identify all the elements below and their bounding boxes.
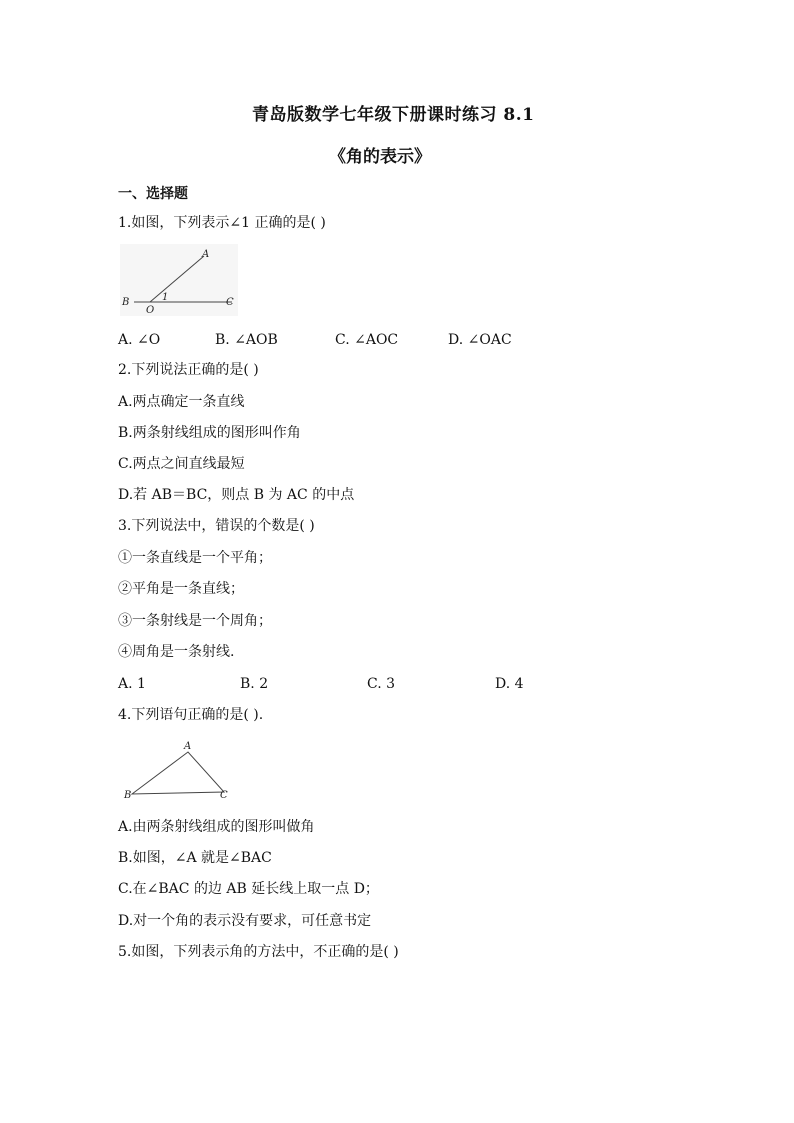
question-2-option-c: C.两点之间直线最短 xyxy=(118,456,245,472)
ray-oa xyxy=(150,256,204,302)
question-3-statement-3: ③一条射线是一个周角； xyxy=(118,613,272,629)
label-b: B xyxy=(124,790,132,801)
question-4-option-a: A.由两条射线组成的图形叫做角 xyxy=(118,819,315,835)
question-5-stem: 5.如图，下列表示角的方法中，不正确的是( ) xyxy=(118,944,399,960)
question-4-option-c: C.在∠BAC 的边 AB 延长线上取一点 D； xyxy=(118,881,379,897)
question-4-stem: 4.下列语句正确的是( ). xyxy=(118,707,264,723)
page-title: 青岛版数学七年级下册课时练习 8.1 xyxy=(252,105,535,125)
question-3-statement-2: ②平角是一条直线； xyxy=(118,581,244,597)
label-c: C xyxy=(226,297,234,308)
question-4-option-d: D.对一个角的表示没有要求，可任意书定 xyxy=(118,913,372,929)
question-3-option-c: C. 3 xyxy=(367,676,396,692)
label-b: B xyxy=(122,297,130,308)
page-subtitle: 《角的表示》 xyxy=(329,147,431,167)
question-1-option-d: D. ∠OAC xyxy=(448,332,512,348)
question-4-option-b: B.如图，∠A 就是∠BAC xyxy=(118,850,272,866)
question-2-option-a: A.两点确定一条直线 xyxy=(118,394,245,410)
label-a: A xyxy=(202,249,210,260)
question-2-option-b: B.两条射线组成的图形叫作角 xyxy=(118,425,301,441)
question-3-statement-4: ④周角是一条射线. xyxy=(118,644,235,660)
label-a: A xyxy=(184,741,192,752)
question-3-statement-1: ①一条直线是一个平角； xyxy=(118,550,272,566)
triangle-abc xyxy=(132,752,224,794)
question-1-option-b: B. ∠AOB xyxy=(215,332,278,348)
question-3-stem: 3.下列说法中，错误的个数是( ) xyxy=(118,518,315,534)
question-2-stem: 2.下列说法正确的是( ) xyxy=(118,362,259,378)
question-1-stem: 1.如图，下列表示∠1 正确的是( ) xyxy=(118,215,326,231)
label-c: C xyxy=(220,790,228,801)
question-1-option-c: C. ∠AOC xyxy=(335,332,399,348)
question-4-figure xyxy=(120,736,238,804)
question-2-option-d: D.若 AB＝BC，则点 B 为 AC 的中点 xyxy=(118,487,355,503)
question-1-option-a: A. ∠O xyxy=(118,332,161,348)
question-3-option-b: B. 2 xyxy=(240,676,269,692)
question-3-option-d: D. 4 xyxy=(495,676,524,692)
section-heading: 一、选择题 xyxy=(118,186,188,202)
question-3-option-a: A. 1 xyxy=(118,676,146,692)
label-o: O xyxy=(146,305,155,316)
question-1-figure xyxy=(120,244,238,316)
label-1: 1 xyxy=(162,292,169,303)
